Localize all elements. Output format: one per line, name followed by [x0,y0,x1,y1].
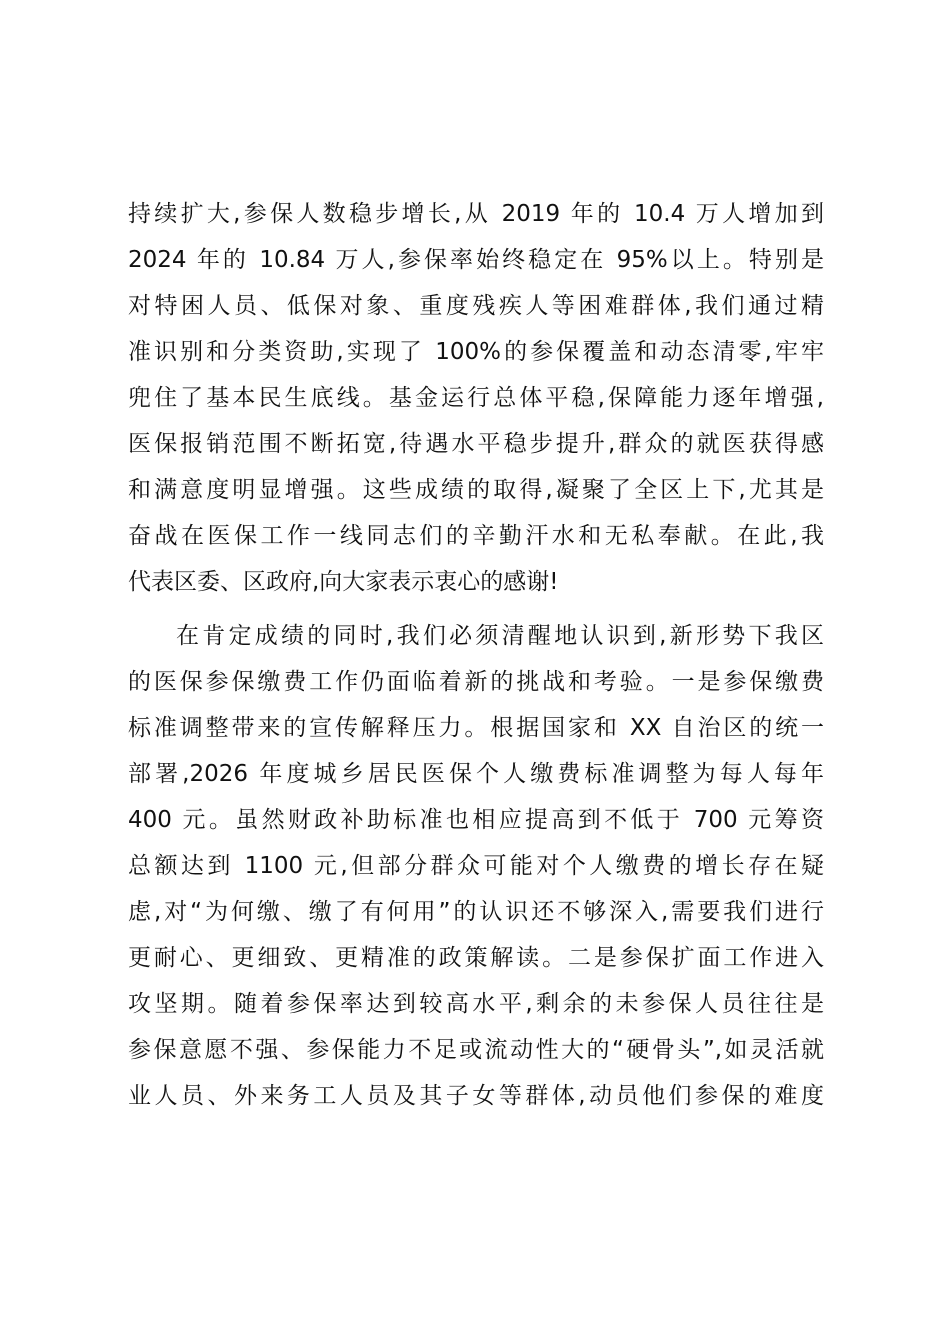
text-line: 攻坚期。随着参保率达到较高水平,剩余的未参保人员往往是 [128,991,824,1017]
paragraph-achievements [128,191,824,605]
text-line: 兜住了基本民生底线。基金运行总体平稳,保障能力逐年增强, [128,385,824,411]
text-line: 对特困人员、低保对象、重度残疾人等困难群体,我们通过精 [128,293,824,319]
text-line: 更耐心、更细致、更精准的政策解读。二是参保扩面工作进入 [128,945,824,971]
body-text [128,191,824,1119]
text-line: 业人员、外来务工人员及其子女等群体,动员他们参保的难度 [128,1083,824,1109]
text-line: 准识别和分类资助,实现了 100%的参保覆盖和动态清零,牢牢 [128,339,824,365]
text-line: 和满意度明显增强。这些成绩的取得,凝聚了全区上下,尤其是 [128,477,824,503]
text-line: 医保报销范围不断拓宽,待遇水平稳步提升,群众的就医获得感 [128,431,824,457]
text-line: 奋战在医保工作一线同志们的辛勤汗水和无私奉献。在此,我 [128,523,824,549]
text-line: 在肯定成绩的同时,我们必须清醒地认识到,新形势下我区 [176,623,824,649]
text-line: 持续扩大,参保人数稳步增长,从 2019 年的 10.4 万人增加到 [128,201,824,227]
text-line: 参保意愿不强、参保能力不足或流动性大的“硬骨头”,如灵活就 [128,1037,824,1063]
text-line: 的医保参保缴费工作仍面临着新的挑战和考验。一是参保缴费 [128,669,824,695]
paragraph-challenges [128,613,824,1119]
text-line: 虑,对“为何缴、缴了有何用”的认识还不够深入,需要我们进行 [128,899,824,925]
text-line: 部署,2026 年度城乡居民医保个人缴费标准调整为每人每年 [128,761,824,787]
text-line: 代表区委、区政府,向大家表示衷心的感谢! [128,569,559,595]
text-line: 总额达到 1100 元,但部分群众可能对个人缴费的增长存在疑 [128,853,824,879]
text-line: 400 元。虽然财政补助标准也相应提高到不低于 700 元筹资 [128,807,824,833]
paragraph-gap [128,605,824,613]
text-line: 2024 年的 10.84 万人,参保率始终稳定在 95%以上。特别是 [128,247,824,273]
text-line: 标准调整带来的宣传解释压力。根据国家和 XX 自治区的统一 [128,715,824,741]
